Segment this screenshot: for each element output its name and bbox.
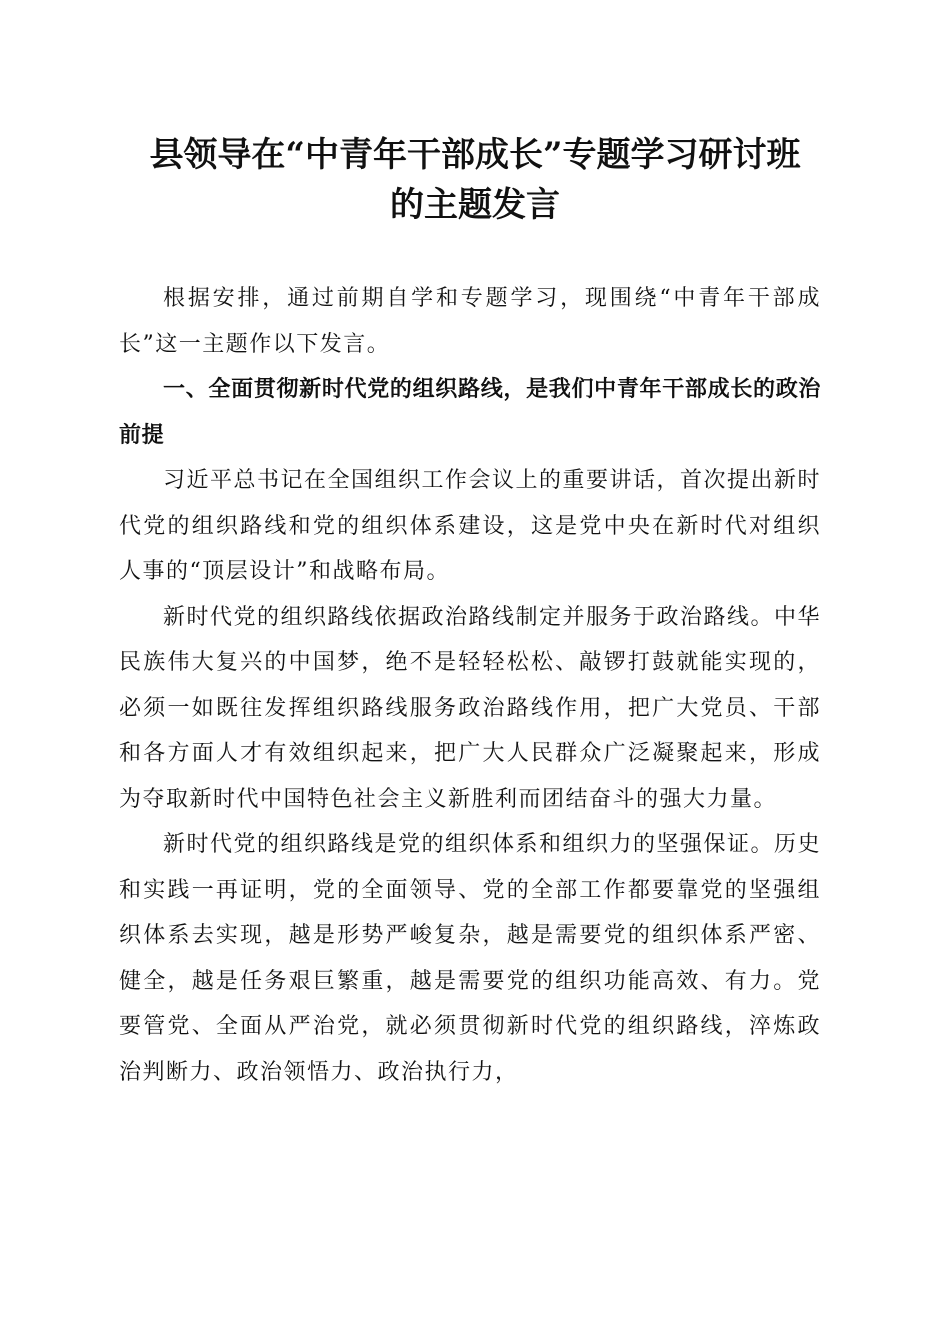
body-paragraph-3: 新时代党的组织路线是党的组织体系和组织力的坚强保证。历史和实践一再证明，党的全面领导、党的全部工作都要靠党的坚强组织体系去实现，越是形势严峻复杂，越是需要党的组织体系严密、健全，越是任务艰巨繁重，越是需要党的组织功能高效、有力。党要管党、全面从严治党，就必须贯彻新时代党的组织路线，淬炼政治判断力、政治领悟力、政治执行力， xyxy=(119,832,822,1085)
section-heading-1: 一、全面贯彻新时代党的组织路线，是我们中青年干部成长的政治前提 xyxy=(119,377,821,448)
intro-paragraph: 根据安排，通过前期自学和专题学习，现围绕“中青年干部成长”这一主题作以下发言。 xyxy=(119,286,821,357)
title-line-2: 的主题发言 xyxy=(390,185,560,225)
body-paragraph-1: 习近平总书记在全国组织工作会议上的重要讲话，首次提出新时代党的组织路线和党的组织体系建设，这是党中央在新时代对组织人事的“顶层设计”和战略布局。 xyxy=(119,468,822,584)
body-paragraph-2: 新时代党的组织路线依据政治路线制定并服务于政治路线。中华民族伟大复兴的中国梦，绝不是轻轻松松、敲锣打鼓就能实现的，必须一如既往发挥组织路线服务政治路线作用，把广大党员、干部和各方面人才有效组织起来，把广大人民群众广泛凝聚起来，形成为夺取新时代中国特色社会主义新胜利而团结奋斗的强大力量。 xyxy=(119,604,822,812)
document-body xyxy=(119,276,821,1095)
document-title xyxy=(100,130,850,230)
title-line-1: 县领导在“中青年干部成长”专题学习研讨班 xyxy=(149,135,801,175)
